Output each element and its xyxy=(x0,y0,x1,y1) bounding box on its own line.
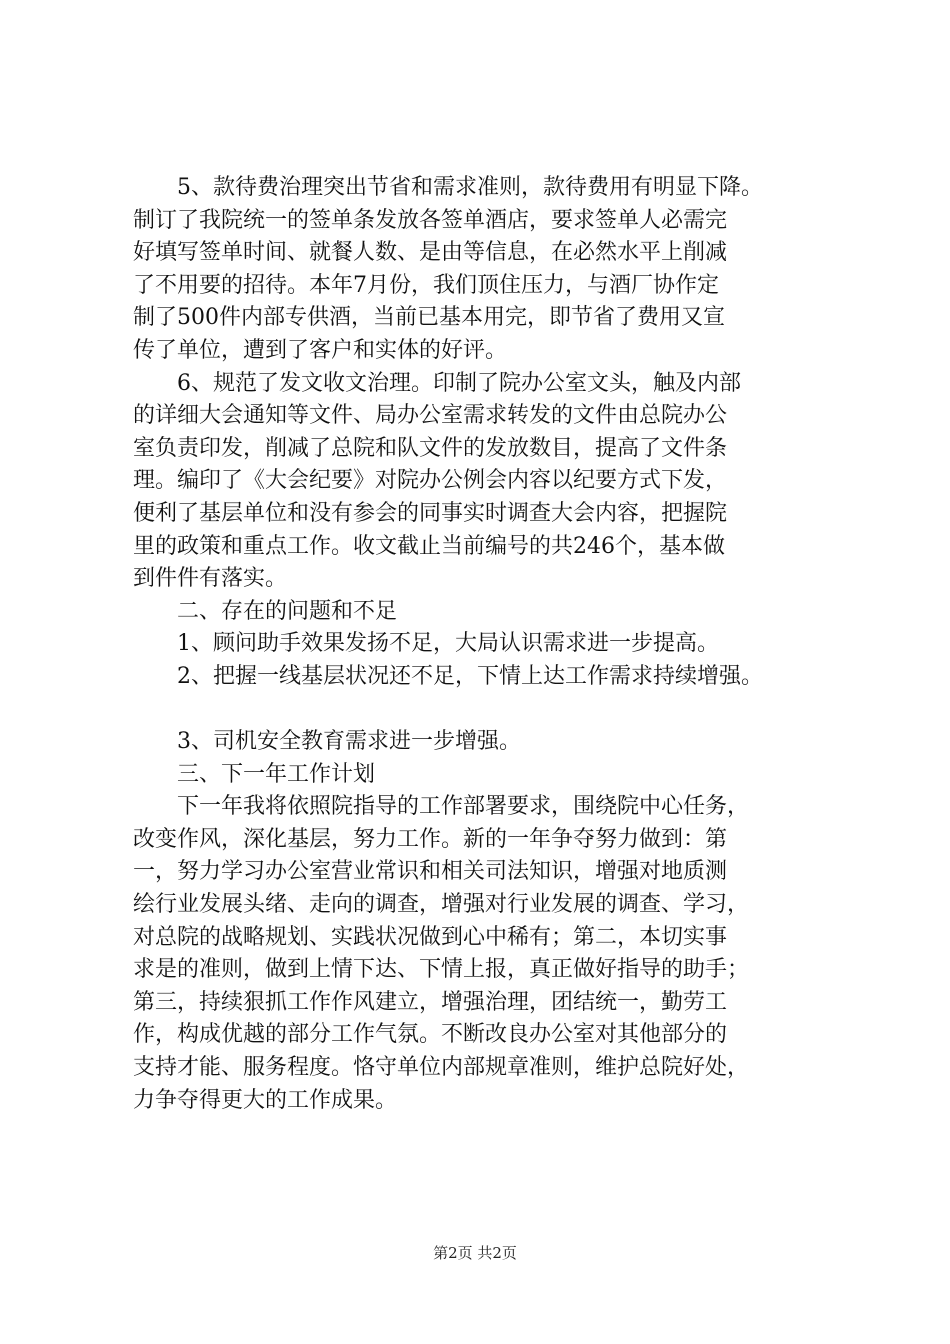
paragraph-line: 制订了我院统一的签单条发放各签单酒店，要求签单人必需完 xyxy=(133,207,728,233)
page-number: 第2页 共2页 xyxy=(433,1244,517,1262)
paragraph-line: 5、款待费治理突出节省和需求准则，款待费用有明显下降。 xyxy=(177,175,763,200)
paragraph-line: 一，努力学习办公室营业常识和相关司法知识，增强对地质测 xyxy=(133,859,728,885)
paragraph-line: 改变作风，深化基层，努力工作。新的一年争夺努力做到：第 xyxy=(133,826,728,852)
paragraph-line: 理。编印了《大会纪要》对院办公例会内容以纪要方式下发， xyxy=(133,468,728,494)
paragraph-line: 了不用要的招待。本年7月份，我们顶住压力，与酒厂协作定 xyxy=(133,272,719,298)
paragraph-line: 6、规范了发文收文治理。印制了院办公室文头，触及内部 xyxy=(177,370,741,396)
paragraph-line: 便利了基层单位和没有参会的同事实时调查大会内容，把握院 xyxy=(133,500,728,526)
paragraph-line: 的详细大会通知等文件、局办公室需求转发的文件由总院办公 xyxy=(133,403,728,429)
paragraph-line: 下一年我将依照院指导的工作部署要求，围绕院中心任务， xyxy=(177,794,750,820)
paragraph-line: 里的政策和重点工作。收文截止当前编号的共246个，基本做 xyxy=(133,533,725,559)
paragraph-line: 室负责印发，削减了总院和队文件的发放数目，提高了文件条 xyxy=(133,435,728,461)
paragraph-line: 对总院的战略规划、实践状况做到心中稀有；第二，本切实事 xyxy=(133,924,728,950)
list-item: 2、把握一线基层状况还不足，下情上达工作需求持续增强。 xyxy=(177,663,763,689)
document-body xyxy=(133,172,823,1117)
paragraph-line: 好填写签单时间、就餐人数、是由等信息，在必然水平上削减 xyxy=(133,240,728,266)
paragraph-line: 传了单位，遭到了客户和实体的好评。 xyxy=(133,337,508,363)
section-heading: 三、下一年工作计划 xyxy=(177,761,376,787)
section-heading: 二、存在的问题和不足 xyxy=(177,598,398,624)
paragraph-line: 绘行业发展头绪、走向的调查，增强对行业发展的调查、学习， xyxy=(133,892,750,918)
paragraph-line: 到件件有落实。 xyxy=(133,566,288,592)
blank-line xyxy=(133,694,823,727)
paragraph-line: 支持才能、服务程度。恪守单位内部规章准则，维护总院好处， xyxy=(133,1055,750,1081)
list-item: 1、顾问助手效果发扬不足，大局认识需求进一步提高。 xyxy=(177,631,719,657)
paragraph-line: 作，构成优越的部分工作气氛。不断改良办公室对其他部分的 xyxy=(133,1022,728,1048)
paragraph-line: 第三，持续狠抓工作作风建立，增强治理，团结统一，勤劳工 xyxy=(133,989,728,1015)
paragraph-line: 求是的准则，做到上情下达、下情上报，真正做好指导的助手； xyxy=(133,957,750,983)
paragraph-line: 力争夺得更大的工作成果。 xyxy=(133,1087,398,1113)
paragraph-line: 制了500件内部专供酒，当前已基本用完，即节省了费用又宣 xyxy=(133,305,725,331)
list-item: 3、司机安全教育需求进一步增强。 xyxy=(177,729,521,755)
